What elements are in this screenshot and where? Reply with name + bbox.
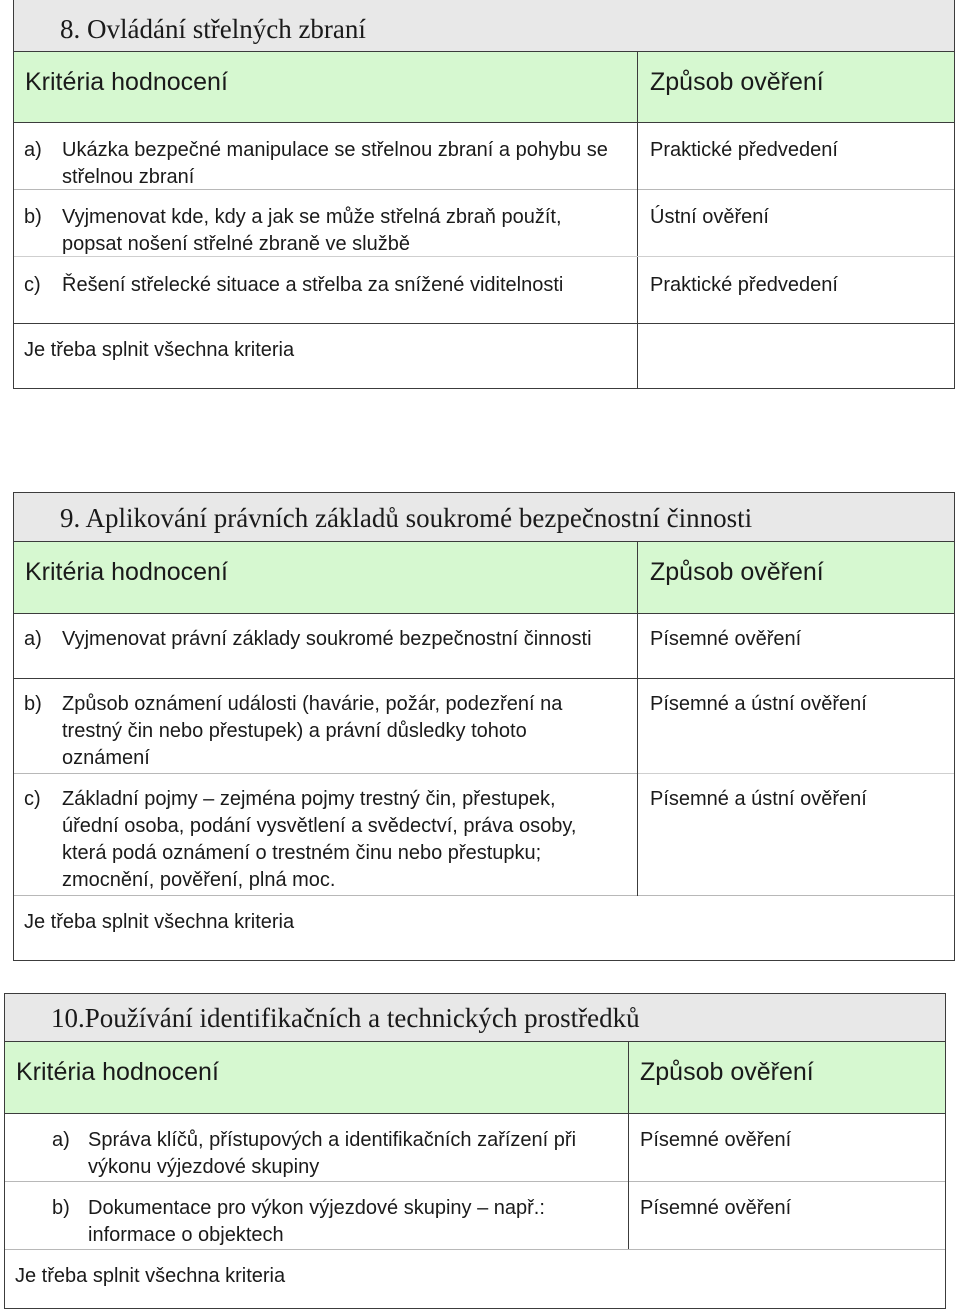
row-marker: a) <box>52 1129 70 1151</box>
method-text: Písemné ověření <box>650 628 802 650</box>
row-divider <box>638 189 954 190</box>
column-divider <box>637 51 638 388</box>
criteria-header: Kritéria hodnocení <box>16 1058 219 1086</box>
row-marker: c) <box>24 788 41 810</box>
criterion-text: Vyjmenovat právní základy soukromé bezpečnostní činnosti <box>62 628 592 650</box>
section-10-title: 10.Používání identifikačních a technických prostředků <box>5 994 945 1041</box>
method-text: Písemné ověření <box>640 1197 792 1219</box>
column-divider <box>637 541 638 896</box>
requirement-note: Je třeba splnit všechna kriteria <box>15 1265 286 1287</box>
row-divider <box>5 1181 628 1182</box>
criterion-text: Způsob oznámení události (havárie, požár, podezření na trestný čin nebo přestupek) a právní důsledky tohoto oznámení <box>62 693 563 769</box>
row-marker: b) <box>52 1197 70 1219</box>
method-text: Písemné a ústní ověření <box>650 693 867 715</box>
section-9-header-row <box>14 541 954 614</box>
row-divider <box>629 1181 945 1182</box>
method-text: Praktické předvedení <box>650 139 838 161</box>
criteria-header: Kritéria hodnocení <box>25 68 228 96</box>
row-marker: a) <box>24 139 42 161</box>
method-text: Praktické předvedení <box>650 274 838 296</box>
section-10-table <box>4 993 946 1309</box>
method-text: Písemné ověření <box>640 1129 792 1151</box>
section-9-title: 9. Aplikování právních základů soukromé bezpečnostní činnosti <box>14 493 954 541</box>
criterion-text: Správa klíčů, přístupových a identifikačních zařízení při výkonu výjezdové skupiny <box>88 1129 577 1178</box>
row-divider <box>14 678 954 679</box>
row-marker: c) <box>24 274 41 296</box>
row-marker: b) <box>24 693 42 715</box>
method-text: Písemné a ústní ověření <box>650 788 867 810</box>
section-8-table <box>13 0 955 389</box>
method-header: Způsob ověření <box>650 68 824 96</box>
row-divider <box>14 895 637 896</box>
method-header: Způsob ověření <box>640 1058 814 1086</box>
method-text: Ústní ověření <box>650 206 769 228</box>
row-divider <box>14 323 954 324</box>
requirement-note: Je třeba splnit všechna kriteria <box>24 911 295 933</box>
requirement-note: Je třeba splnit všechna kriteria <box>24 339 295 361</box>
row-divider <box>638 773 954 774</box>
criterion-text: Ukázka bezpečné manipulace se střelnou zbraní a pohybu se střelnou zbraní <box>62 139 608 188</box>
criterion-text: Řešení střelecké situace a střelba za snížené viditelnosti <box>62 274 564 296</box>
section-9-table <box>13 492 955 961</box>
row-divider <box>14 773 637 774</box>
criteria-header: Kritéria hodnocení <box>25 558 228 586</box>
row-divider <box>5 1249 945 1250</box>
section-10-header-row <box>5 1041 945 1114</box>
section-8-header-row <box>14 51 954 123</box>
row-divider <box>638 895 954 896</box>
criterion-text: Základní pojmy – zejména pojmy trestný čin, přestupek, úřední osoba, podání vysvětlení a svědectví, práva osoby, která podá oznámení o trestném činu nebo přestupku; zmocnění, pověření, plná moc. <box>62 788 577 891</box>
column-divider <box>628 1041 629 1250</box>
criterion-text: Dokumentace pro výkon výjezdové skupiny – např.: informace o objektech <box>88 1197 545 1246</box>
row-marker: a) <box>24 628 42 650</box>
criterion-text: Vyjmenovat kde, kdy a jak se může střelná zbraň použít, popsat nošení střelné zbraně ve službě <box>62 206 562 255</box>
section-8-title: 8. Ovládání střelných zbraní <box>14 0 954 51</box>
method-header: Způsob ověření <box>650 558 824 586</box>
row-marker: b) <box>24 206 42 228</box>
